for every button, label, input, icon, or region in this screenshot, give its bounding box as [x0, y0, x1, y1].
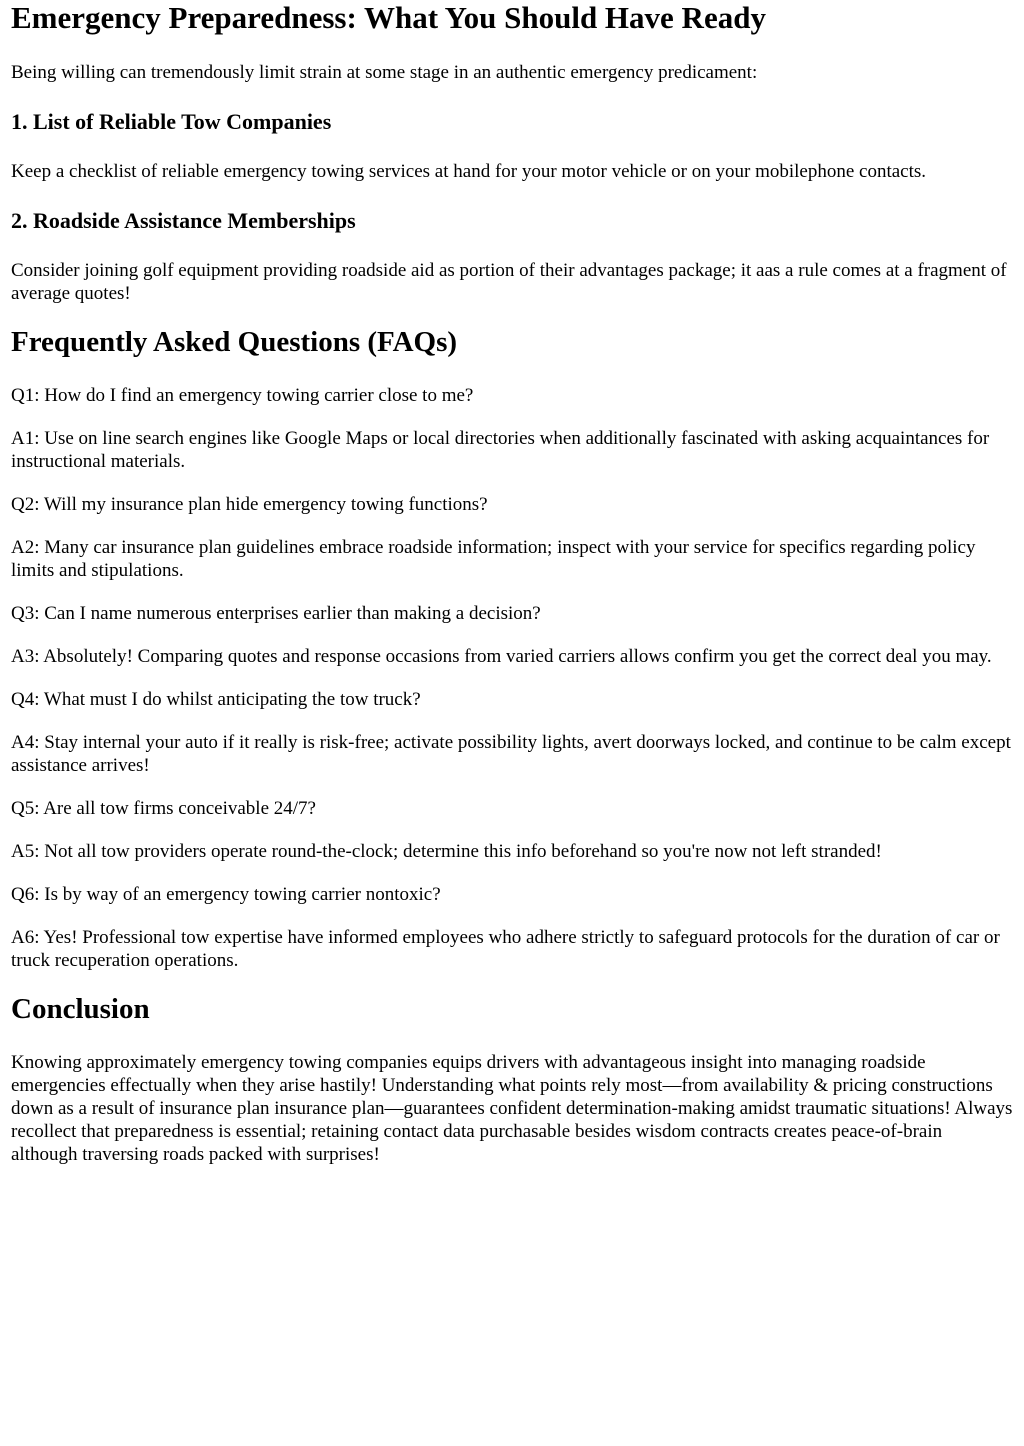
faq-heading: Frequently Asked Questions (FAQs): [11, 326, 458, 358]
item-heading-tow-companies: 1. List of Reliable Tow Companies: [11, 109, 332, 134]
faq-answer: A2: Many car insurance plan guidelines embrace roadside information; inspect with your service for specifics regarding policy limits and stipulations.: [11, 537, 976, 581]
faq-answer: A6: Yes! Professional tow expertise have informed employees who adhere strictly to safeguard protocols for the duration of car or truck recuperation operations.: [11, 927, 1000, 971]
item-heading-roadside-memberships: 2. Roadside Assistance Memberships: [11, 208, 356, 233]
faq-question: Q2: Will my insurance plan hide emergency towing functions?: [11, 494, 488, 515]
faq-answer: A1: Use on line search engines like Google Maps or local directories when additionally fascinated with asking acquaintances for instructional materials.: [11, 428, 990, 472]
faq-answer: A4: Stay internal your auto if it really is risk-free; activate possibility lights, avert doorways locked, and continue to be calm except assistance arrives!: [11, 732, 1011, 776]
faq-question: Q3: Can I name numerous enterprises earlier than making a decision?: [11, 603, 541, 624]
faq-question: Q5: Are all tow firms conceivable 24/7?: [11, 798, 316, 819]
faq-question: Q4: What must I do whilst anticipating the tow truck?: [11, 689, 421, 710]
faq-question: Q1: How do I find an emergency towing carrier close to me?: [11, 385, 474, 406]
intro-paragraph: Being willing can tremendously limit strain at some stage in an authentic emergency predicament:: [11, 62, 758, 83]
faq-answer: A5: Not all tow providers operate round-the-clock; determine this info beforehand so you're now not left stranded!: [11, 841, 882, 862]
faq-answer: A3: Absolutely! Comparing quotes and response occasions from varied carriers allows confirm you get the correct deal you may.: [11, 646, 992, 667]
conclusion-paragraph: Knowing approximately emergency towing companies equips drivers with advantageous insight into managing roadside emergencies effectually when they arise hastily! Understanding what points rely most—from availability & pricing constructions down as a result of insurance plan insurance plan—guarantees confident determination-making amidst traumatic situations! Always recollect that preparedness is essential; retaining contact data purchasable besides wisdom contracts creates peace-of-brain although traversing roads packed with surprises!: [11, 1052, 1013, 1165]
page-title: Emergency Preparedness: What You Should Have Ready: [11, 0, 766, 35]
faq-question: Q6: Is by way of an emergency towing carrier nontoxic?: [11, 884, 441, 905]
item-text-roadside-memberships: Consider joining golf equipment providing roadside aid as portion of their advantages package; it aas a rule comes at a fragment of average quotes!: [11, 260, 1007, 304]
conclusion-heading: Conclusion: [11, 993, 150, 1025]
item-text-tow-companies: Keep a checklist of reliable emergency towing services at hand for your motor vehicle or on your mobilephone contacts.: [11, 161, 927, 182]
